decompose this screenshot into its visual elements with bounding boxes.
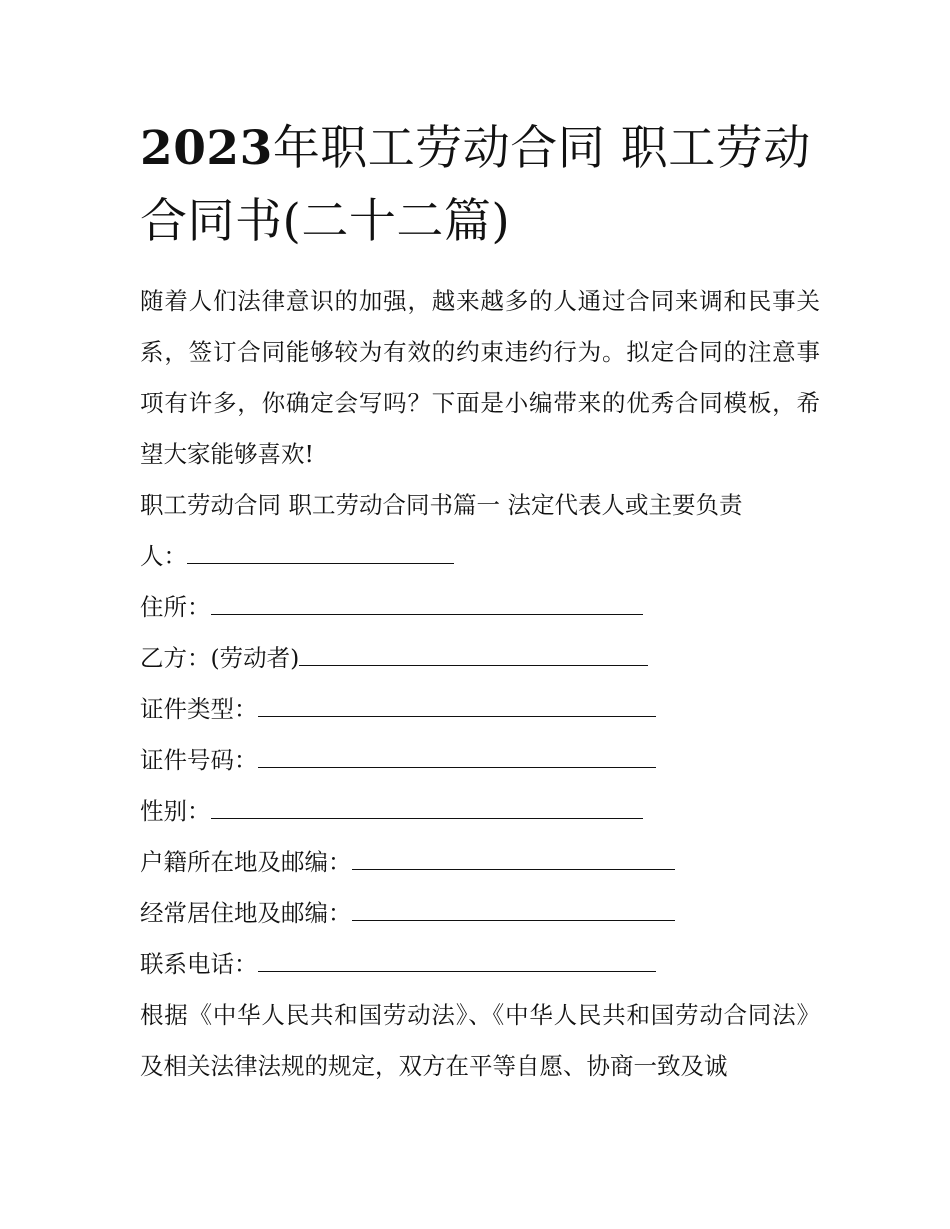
field-blank-line[interactable]	[211, 595, 643, 615]
field-responsible-person	[140, 531, 820, 582]
field-blank-line[interactable]	[258, 952, 656, 972]
field-label: 经常居住地及邮编：	[140, 899, 352, 927]
field-phone	[140, 939, 820, 990]
field-household-address	[140, 837, 820, 888]
document-body	[140, 276, 820, 1092]
field-gender	[140, 786, 820, 837]
field-label: 人：	[140, 542, 187, 570]
field-label: 证件号码：	[140, 746, 258, 774]
field-address	[140, 582, 820, 633]
field-blank-line[interactable]	[352, 901, 675, 921]
field-label: 乙方：(劳动者)	[140, 644, 300, 672]
field-blank-line[interactable]	[299, 646, 648, 666]
title-year: 2023	[140, 121, 273, 176]
field-blank-line[interactable]	[211, 799, 643, 819]
field-label: 住所：	[140, 593, 211, 621]
field-blank-line[interactable]	[258, 748, 656, 768]
closing-paragraph: 根据《中华人民共和国劳动法》、《中华人民共和国劳动合同法》及相关法律法规的规定，双方在平等自愿、协商一致及诚	[140, 1001, 820, 1080]
field-blank-line[interactable]	[187, 544, 454, 564]
title-text: 年职工劳动合同 职工劳动合同书(二十二篇)	[140, 121, 811, 249]
field-label: 户籍所在地及邮编：	[140, 848, 352, 876]
field-id-type	[140, 684, 820, 735]
field-label: 证件类型：	[140, 695, 258, 723]
field-blank-line[interactable]	[258, 697, 656, 717]
intro-paragraph: 随着人们法律意识的加强，越来越多的人通过合同来调和民事关系，签订合同能够较为有效的约束违约行为。拟定合同的注意事项有许多，你确定会写吗？下面是小编带来的优秀合同模板，希望大家能够喜欢!	[140, 287, 820, 468]
field-residence-address	[140, 888, 820, 939]
field-label: 联系电话：	[140, 950, 258, 978]
field-party-b	[140, 633, 820, 684]
field-label: 性别：	[140, 797, 211, 825]
document-title	[140, 112, 820, 258]
field-id-number	[140, 735, 820, 786]
field-blank-line[interactable]	[352, 850, 675, 870]
section-heading: 职工劳动合同 职工劳动合同书篇一 法定代表人或主要负责	[140, 491, 743, 519]
